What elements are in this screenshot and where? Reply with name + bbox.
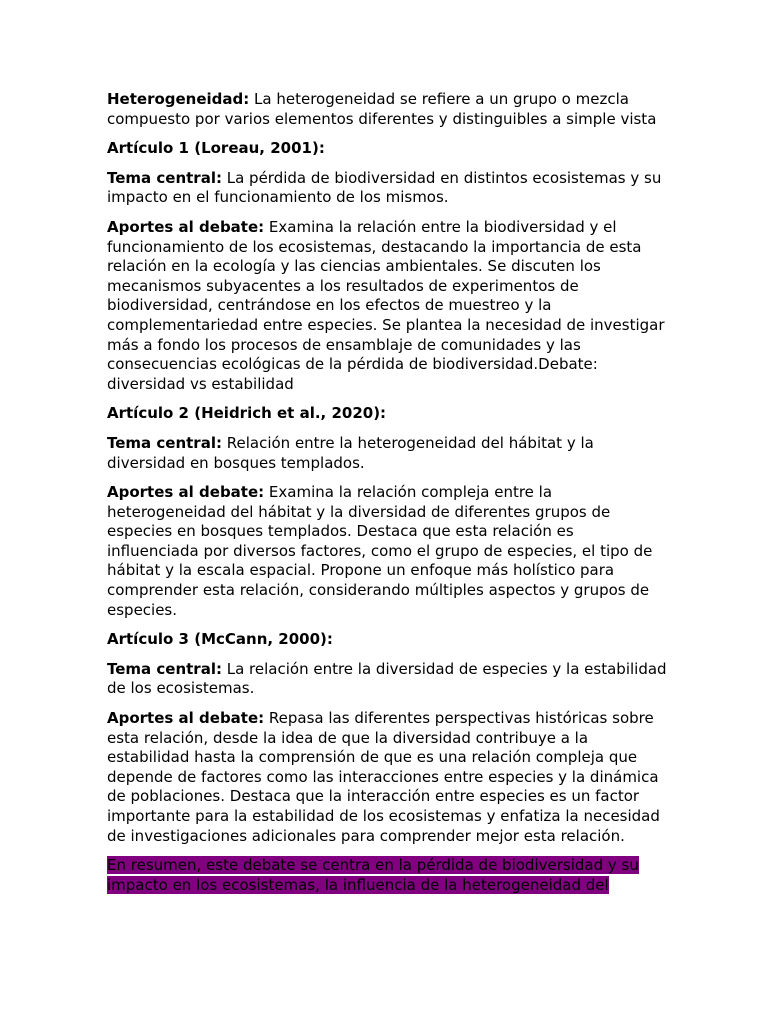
intro-label: Heterogeneidad: [107, 90, 250, 108]
article-3-aportes [107, 709, 667, 846]
article-3-tema [107, 660, 667, 699]
tema-text: La pérdida de biodiversidad en distintos ecosistemas y su impacto en el funcionamiento de los mismos. [107, 168, 662, 207]
summary-line-1: En resumen, este debate se centra en la pérdida de biodiversidad y su [107, 856, 639, 875]
article-1-heading: Artículo 1 (Loreau, 2001): [107, 139, 325, 158]
aportes-label: Aportes al debate: [107, 217, 265, 236]
article-2-aportes [107, 483, 667, 620]
article-3-heading: Artículo 3 (McCann, 2000): [107, 630, 333, 649]
tema-label: Tema central: [107, 168, 222, 187]
tema-label: Tema central: [107, 659, 222, 678]
aportes-label: Aportes al debate: [107, 709, 265, 728]
article-2-tema [107, 434, 667, 473]
tema-text: Relación entre la heterogeneidad del hábitat y la diversidad en bosques templados. [107, 433, 594, 472]
aportes-text: Repasa las diferentes perspectivas históricas sobre esta relación, desde la idea de que la diversidad contribuye a la estabilidad hasta la comprensión de que es una relación compleja que depende de factores como las interacciones entre especies y la dinámica de poblaciones. Destaca que la interacción entre especies es un factor importante para la estabilidad de los ecosistemas y enfatiza la necesidad de investigaciones adicionales para comprender mejor esta relación. [107, 709, 660, 845]
summary-line-2: impacto en los ecosistemas, la influencia de la heterogeneidad del [107, 875, 609, 894]
summary-paragraph [107, 856, 667, 895]
document-page [107, 90, 667, 905]
tema-label: Tema central: [107, 433, 222, 452]
tema-text: La relación entre la diversidad de especies y la estabilidad de los ecosistemas. [107, 659, 667, 698]
article-2-heading: Artículo 2 (Heidrich et al., 2020): [107, 404, 387, 423]
article-1-aportes [107, 218, 667, 394]
aportes-text: Examina la relación entre la biodiversidad y el funcionamiento de los ecosistemas, destacando la importancia de esta relación en la ecología y las ciencias ambientales. Se discuten los mecanismos subyacentes a los resultados de experimentos de biodiversidad, centrándose en los efectos de muestreo y la complementariedad entre especies. Se plantea la necesidad de investigar más a fondo los procesos de ensamblaje de comunidades y las consecuencias ecológicas de la pérdida de biodiversidad.Debate: diversidad vs estabilidad [107, 217, 665, 393]
aportes-text: Examina la relación compleja entre la heterogeneidad del hábitat y la diversidad de diferentes grupos de especies en bosques templados. Destaca que esta relación es influenciada por diversos factores, como el grupo de especies, el tipo de hábitat y la escala espacial. Propone un enfoque más holístico para comprender esta relación, considerando múltiples aspectos y grupos de especies. [107, 483, 653, 619]
aportes-label: Aportes al debate: [107, 483, 265, 502]
intro-text: La heterogeneidad se refiere a un grupo o mezcla compuesto por varios elementos diferentes y distinguibles a simple vista [107, 90, 657, 128]
intro-paragraph [107, 90, 667, 129]
article-1-tema [107, 169, 667, 208]
